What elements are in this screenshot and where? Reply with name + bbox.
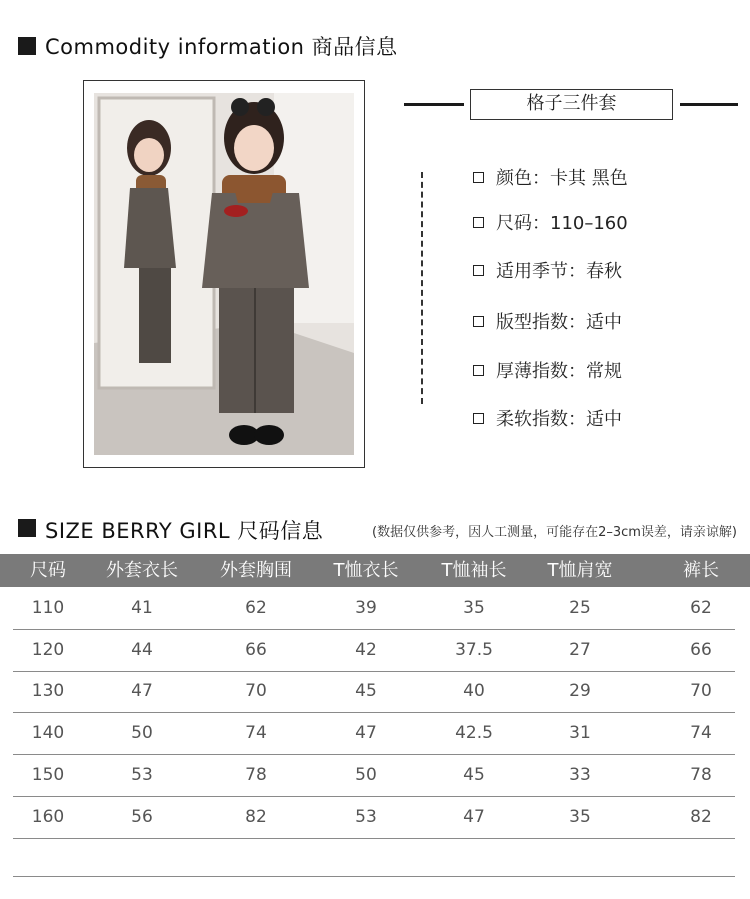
product-photo-frame <box>83 80 365 468</box>
table-row <box>13 796 735 839</box>
table-row <box>13 587 735 630</box>
table-cell: 130 <box>31 681 65 702</box>
table-cell: 62 <box>690 598 712 618</box>
section-bullet-icon <box>18 519 36 537</box>
decor-line-right <box>680 103 738 106</box>
table-cell: 50 <box>355 764 377 785</box>
table-cell: 82 <box>690 806 712 827</box>
table-cell: 74 <box>245 723 267 744</box>
product-name: 格子三件套 <box>470 89 673 120</box>
table-row <box>13 754 735 797</box>
table-cell: 45 <box>355 681 377 702</box>
section-title-size: SIZE BERRY GIRL 尺码信息 <box>45 519 324 543</box>
table-cell: 70 <box>245 681 267 702</box>
table-cell: 53 <box>131 764 153 785</box>
table-cell: 41 <box>131 598 153 618</box>
table-cell: 31 <box>569 723 591 744</box>
table-cell: 78 <box>245 764 267 785</box>
table-cell: 42 <box>355 639 377 660</box>
attribute-label: 柔软指数：适中 <box>496 409 622 430</box>
attribute-season <box>473 257 622 283</box>
product-photo <box>94 93 354 455</box>
table-cell: 62 <box>245 598 267 618</box>
product-photo-illustration <box>94 93 354 455</box>
measurement-note: (数据仅供参考，因人工测量，可能存在2–3cm误差，请亲谅解) <box>372 525 737 540</box>
table-cell: 35 <box>569 806 591 827</box>
checkbox-icon <box>473 316 484 327</box>
table-cell: 56 <box>131 806 153 827</box>
attribute-fit <box>473 308 622 334</box>
table-cell: 39 <box>355 598 377 618</box>
table-bottom-line <box>13 876 735 877</box>
decor-line-left <box>404 103 464 106</box>
table-cell: 140 <box>31 723 65 744</box>
table-header-cell: 尺码 <box>30 560 66 581</box>
table-cell: 150 <box>31 764 65 785</box>
table-cell: 42.5 <box>455 723 493 744</box>
table-cell: 47 <box>355 723 377 744</box>
section-bullet-icon <box>18 37 36 55</box>
table-cell: 45 <box>463 764 485 785</box>
attribute-color <box>473 164 628 190</box>
table-cell: 47 <box>463 806 485 827</box>
checkbox-icon <box>473 217 484 228</box>
attribute-label: 颜色：卡其 黑色 <box>496 168 628 189</box>
checkbox-icon <box>473 413 484 424</box>
checkbox-icon <box>473 365 484 376</box>
attribute-label: 尺码：110–160 <box>496 213 628 234</box>
attribute-label: 厚薄指数：常规 <box>496 361 622 382</box>
table-cell: 29 <box>569 681 591 702</box>
attribute-thickness <box>473 357 622 383</box>
attribute-size <box>473 209 628 235</box>
table-cell: 27 <box>569 639 591 660</box>
table-header-cell: 外套胸围 <box>220 560 292 581</box>
table-cell: 25 <box>569 598 591 618</box>
table-cell: 53 <box>355 806 377 827</box>
table-cell: 35 <box>463 598 485 618</box>
table-header-cell: 外套衣长 <box>106 560 178 581</box>
table-header-cell: T恤肩宽 <box>547 560 613 581</box>
decor-dashed-line <box>421 172 423 404</box>
table-row <box>13 629 735 672</box>
table-header-cell: T恤袖长 <box>441 560 507 581</box>
table-header-cell: T恤衣长 <box>333 560 399 581</box>
table-cell: 37.5 <box>455 639 493 660</box>
table-cell: 74 <box>690 723 712 744</box>
table-cell: 40 <box>463 681 485 702</box>
table-row <box>13 670 735 713</box>
table-cell: 44 <box>131 639 153 660</box>
table-cell: 50 <box>131 723 153 744</box>
checkbox-icon <box>473 265 484 276</box>
table-cell: 110 <box>31 598 65 618</box>
table-cell: 66 <box>245 639 267 660</box>
table-header-cell: 裤长 <box>683 560 719 581</box>
section-title-commodity: Commodity information 商品信息 <box>45 35 398 59</box>
table-cell: 78 <box>690 764 712 785</box>
table-row <box>13 712 735 755</box>
table-cell: 33 <box>569 764 591 785</box>
attribute-softness <box>473 405 622 431</box>
table-cell: 82 <box>245 806 267 827</box>
table-cell: 47 <box>131 681 153 702</box>
checkbox-icon <box>473 172 484 183</box>
table-cell: 66 <box>690 639 712 660</box>
attribute-label: 版型指数：适中 <box>496 312 622 333</box>
size-table-header <box>0 554 750 587</box>
table-cell: 120 <box>31 639 65 660</box>
table-cell: 70 <box>690 681 712 702</box>
attribute-label: 适用季节：春秋 <box>496 261 622 282</box>
table-cell: 160 <box>31 806 65 827</box>
